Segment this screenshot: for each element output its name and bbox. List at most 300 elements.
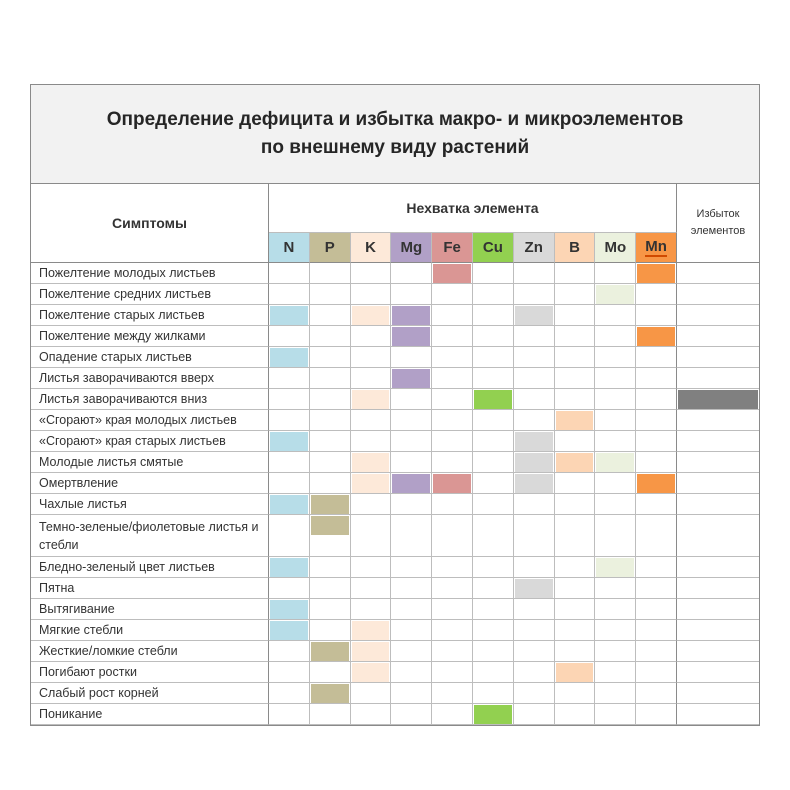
title-band xyxy=(31,85,759,184)
empty-cell xyxy=(555,431,596,452)
mark-fill xyxy=(515,453,553,472)
excess-cell xyxy=(677,326,759,347)
element-header-b xyxy=(555,233,596,263)
empty-cell xyxy=(310,389,351,410)
empty-cell xyxy=(473,683,514,704)
element-symbol: B xyxy=(569,239,580,256)
empty-cell xyxy=(555,620,596,641)
empty-cell xyxy=(514,347,555,368)
deficit-mark-mn xyxy=(636,263,677,284)
empty-cell xyxy=(473,452,514,473)
empty-cell xyxy=(555,284,596,305)
excess-cell xyxy=(677,368,759,389)
empty-cell xyxy=(432,704,473,725)
empty-cell xyxy=(269,326,310,347)
deficit-mark-n xyxy=(269,305,310,326)
symptom-label: Погибают ростки xyxy=(31,662,269,683)
deficit-mark-b xyxy=(555,452,596,473)
excess-cell xyxy=(677,620,759,641)
mark-fill xyxy=(270,495,308,514)
excess-cell xyxy=(677,704,759,725)
excess-cell xyxy=(677,641,759,662)
deficit-mark-n xyxy=(269,494,310,515)
deficit-mark-cu xyxy=(473,389,514,410)
empty-cell xyxy=(555,347,596,368)
empty-cell xyxy=(473,641,514,662)
empty-cell xyxy=(595,683,636,704)
empty-cell xyxy=(432,452,473,473)
empty-cell xyxy=(473,347,514,368)
mark-fill xyxy=(270,621,308,640)
empty-cell xyxy=(636,683,677,704)
empty-cell xyxy=(391,263,432,284)
mark-fill xyxy=(270,558,308,577)
empty-cell xyxy=(269,578,310,599)
empty-cell xyxy=(636,620,677,641)
mark-fill xyxy=(352,621,390,640)
deficit-mark-b xyxy=(555,662,596,683)
mark-fill xyxy=(474,390,512,409)
empty-cell xyxy=(555,389,596,410)
element-symbol: Fe xyxy=(443,239,461,256)
empty-cell xyxy=(432,347,473,368)
mark-fill xyxy=(392,474,430,493)
mark-fill xyxy=(433,264,471,283)
mark-fill xyxy=(270,432,308,451)
empty-cell xyxy=(595,641,636,662)
empty-cell xyxy=(432,305,473,326)
empty-cell xyxy=(595,599,636,620)
excess-cell xyxy=(677,410,759,431)
empty-cell xyxy=(310,620,351,641)
empty-cell xyxy=(473,557,514,578)
deficit-mark-fe xyxy=(432,473,473,494)
empty-cell xyxy=(391,620,432,641)
element-header-fe xyxy=(432,233,473,263)
table-title-line-1: Определение дефицита и избытка макро- и микроэлементов xyxy=(106,109,684,130)
empty-cell xyxy=(473,620,514,641)
empty-cell xyxy=(269,368,310,389)
element-header-n xyxy=(269,233,310,263)
symptom-label: Пожелтение молодых листьев xyxy=(31,263,269,284)
symptom-label: Пожелтение между жилками xyxy=(31,326,269,347)
empty-cell xyxy=(555,494,596,515)
empty-cell xyxy=(473,410,514,431)
empty-cell xyxy=(555,599,596,620)
empty-cell xyxy=(514,494,555,515)
empty-cell xyxy=(351,410,392,431)
table-title-line-2: по внешнему виду растений xyxy=(260,137,530,158)
deficit-mark-n xyxy=(269,557,310,578)
empty-cell xyxy=(473,515,514,557)
symptom-label: «Сгорают» края молодых листьев xyxy=(31,410,269,431)
symptom-label: Темно-зеленые/фиолетовые листья и стебли xyxy=(31,515,269,557)
deficit-mark-k xyxy=(351,389,392,410)
empty-cell xyxy=(514,599,555,620)
empty-cell xyxy=(310,557,351,578)
empty-cell xyxy=(595,515,636,557)
excess-cell xyxy=(677,515,759,557)
excess-cell xyxy=(677,305,759,326)
mark-fill xyxy=(556,663,594,682)
element-header-zn xyxy=(514,233,555,263)
empty-cell xyxy=(555,683,596,704)
mark-fill xyxy=(392,369,430,388)
empty-cell xyxy=(514,620,555,641)
empty-cell xyxy=(310,326,351,347)
empty-cell xyxy=(636,515,677,557)
empty-cell xyxy=(473,326,514,347)
empty-cell xyxy=(432,515,473,557)
empty-cell xyxy=(351,263,392,284)
mark-fill xyxy=(270,306,308,325)
empty-cell xyxy=(636,557,677,578)
deficit-mark-k xyxy=(351,641,392,662)
symptom-label: Чахлые листья xyxy=(31,494,269,515)
empty-cell xyxy=(269,410,310,431)
mark-fill xyxy=(352,474,390,493)
deficit-header: Нехватка элемента xyxy=(269,183,677,233)
element-symbol: Zn xyxy=(524,239,543,256)
deficit-mark-b xyxy=(555,410,596,431)
symptom-label: Слабый рост корней xyxy=(31,683,269,704)
empty-cell xyxy=(269,662,310,683)
empty-cell xyxy=(595,326,636,347)
empty-cell xyxy=(432,557,473,578)
excess-cell xyxy=(677,263,759,284)
symptom-label: Пожелтение средних листьев xyxy=(31,284,269,305)
excess-cell xyxy=(677,284,759,305)
empty-cell xyxy=(555,641,596,662)
excess-cell xyxy=(677,347,759,368)
empty-cell xyxy=(269,515,310,557)
excess-cell xyxy=(677,599,759,620)
element-header-mn xyxy=(636,233,677,263)
deficit-mark-k xyxy=(351,305,392,326)
excess-cell xyxy=(677,662,759,683)
empty-cell xyxy=(310,284,351,305)
empty-cell xyxy=(269,641,310,662)
empty-cell xyxy=(351,494,392,515)
empty-cell xyxy=(514,410,555,431)
empty-cell xyxy=(636,452,677,473)
deficit-mark-p xyxy=(310,515,351,557)
empty-cell xyxy=(391,452,432,473)
empty-cell xyxy=(555,326,596,347)
deficit-mark-mo xyxy=(595,452,636,473)
element-header-mg xyxy=(391,233,432,263)
symptom-label: Жесткие/ломкие стебли xyxy=(31,641,269,662)
mark-fill xyxy=(311,684,349,703)
mark-fill xyxy=(311,642,349,661)
empty-cell xyxy=(595,347,636,368)
deficit-mark-fe xyxy=(432,263,473,284)
empty-cell xyxy=(432,620,473,641)
empty-cell xyxy=(555,515,596,557)
empty-cell xyxy=(595,368,636,389)
excess-header-line-2: элементов xyxy=(690,224,746,237)
mark-fill xyxy=(352,390,390,409)
empty-cell xyxy=(636,389,677,410)
deficit-mark-p xyxy=(310,683,351,704)
symptom-label: Омертвление xyxy=(31,473,269,494)
empty-cell xyxy=(310,410,351,431)
deficit-mark-p xyxy=(310,641,351,662)
excess-cell xyxy=(677,494,759,515)
empty-cell xyxy=(636,305,677,326)
element-symbol: P xyxy=(324,239,335,256)
deficit-mark-mg xyxy=(391,473,432,494)
symptom-label: Поникание xyxy=(31,704,269,725)
empty-cell xyxy=(391,599,432,620)
empty-cell xyxy=(310,368,351,389)
mark-fill xyxy=(392,327,430,346)
empty-cell xyxy=(310,263,351,284)
empty-cell xyxy=(391,662,432,683)
empty-cell xyxy=(514,557,555,578)
empty-cell xyxy=(514,326,555,347)
element-symbol: N xyxy=(283,239,295,256)
mark-fill xyxy=(352,306,390,325)
mark-fill xyxy=(515,579,553,598)
empty-cell xyxy=(432,662,473,683)
symptom-label: Опадение старых листьев xyxy=(31,347,269,368)
empty-cell xyxy=(473,662,514,683)
mark-fill xyxy=(515,306,553,325)
mark-fill xyxy=(637,264,675,283)
symptom-label: Молодые листья смятые xyxy=(31,452,269,473)
empty-cell xyxy=(636,662,677,683)
empty-cell xyxy=(595,578,636,599)
mark-fill xyxy=(515,432,553,451)
empty-cell xyxy=(391,683,432,704)
empty-cell xyxy=(595,662,636,683)
symptom-label: Листья заворачиваются вверх xyxy=(31,368,269,389)
element-symbol: Mo xyxy=(604,239,627,256)
empty-cell xyxy=(636,704,677,725)
empty-cell xyxy=(432,389,473,410)
empty-cell xyxy=(595,704,636,725)
empty-cell xyxy=(636,368,677,389)
empty-cell xyxy=(473,284,514,305)
empty-cell xyxy=(391,515,432,557)
empty-cell xyxy=(310,662,351,683)
symptom-label: Листья заворачиваются вниз xyxy=(31,389,269,410)
element-symbol: Mg xyxy=(400,239,423,256)
empty-cell xyxy=(636,599,677,620)
empty-cell xyxy=(432,599,473,620)
deficit-mark-k xyxy=(351,473,392,494)
empty-cell xyxy=(310,452,351,473)
deficit-mark-mg xyxy=(391,326,432,347)
deficit-mark-mo xyxy=(595,284,636,305)
empty-cell xyxy=(432,578,473,599)
empty-cell xyxy=(473,263,514,284)
mark-fill xyxy=(433,474,471,493)
empty-cell xyxy=(514,263,555,284)
empty-cell xyxy=(269,389,310,410)
empty-cell xyxy=(473,578,514,599)
empty-cell xyxy=(595,410,636,431)
mark-fill xyxy=(392,306,430,325)
deficit-mark-zn xyxy=(514,578,555,599)
symptom-label: Вытягивание xyxy=(31,599,269,620)
mark-fill xyxy=(311,516,349,535)
empty-cell xyxy=(391,284,432,305)
empty-cell xyxy=(391,431,432,452)
empty-cell xyxy=(391,389,432,410)
empty-cell xyxy=(269,473,310,494)
empty-cell xyxy=(514,641,555,662)
empty-cell xyxy=(351,704,392,725)
empty-cell xyxy=(514,368,555,389)
deficit-mark-n xyxy=(269,620,310,641)
empty-cell xyxy=(269,284,310,305)
empty-cell xyxy=(473,599,514,620)
deficit-mark-n xyxy=(269,599,310,620)
empty-cell xyxy=(432,326,473,347)
empty-cell xyxy=(595,263,636,284)
deficit-mark-k xyxy=(351,620,392,641)
empty-cell xyxy=(351,557,392,578)
mark-fill xyxy=(515,474,553,493)
empty-cell xyxy=(595,305,636,326)
empty-cell xyxy=(636,347,677,368)
deficit-mark-zn xyxy=(514,305,555,326)
empty-cell xyxy=(310,473,351,494)
excess-mark xyxy=(677,389,759,410)
mark-fill xyxy=(637,474,675,493)
empty-cell xyxy=(555,578,596,599)
deficit-mark-n xyxy=(269,347,310,368)
empty-cell xyxy=(432,494,473,515)
empty-cell xyxy=(514,515,555,557)
empty-cell xyxy=(432,683,473,704)
empty-cell xyxy=(310,347,351,368)
deficit-mark-zn xyxy=(514,452,555,473)
excess-cell xyxy=(677,452,759,473)
mark-fill xyxy=(596,558,634,577)
empty-cell xyxy=(351,683,392,704)
empty-cell xyxy=(514,284,555,305)
empty-cell xyxy=(351,368,392,389)
empty-cell xyxy=(351,347,392,368)
empty-cell xyxy=(391,641,432,662)
empty-cell xyxy=(473,305,514,326)
mark-fill xyxy=(270,600,308,619)
empty-cell xyxy=(514,683,555,704)
element-header-p xyxy=(310,233,351,263)
mark-fill xyxy=(311,495,349,514)
empty-cell xyxy=(432,368,473,389)
empty-cell xyxy=(555,368,596,389)
empty-cell xyxy=(391,410,432,431)
empty-cell xyxy=(555,704,596,725)
empty-cell xyxy=(514,389,555,410)
symptom-label: Бледно-зеленый цвет листьев xyxy=(31,557,269,578)
empty-cell xyxy=(473,494,514,515)
empty-cell xyxy=(595,620,636,641)
empty-cell xyxy=(636,578,677,599)
empty-cell xyxy=(269,452,310,473)
deficit-mark-zn xyxy=(514,473,555,494)
element-symbol: Mn xyxy=(645,237,667,255)
mark-fill xyxy=(352,663,390,682)
element-header-mo xyxy=(595,233,636,263)
mark-fill xyxy=(270,348,308,367)
mark-fill xyxy=(556,411,594,430)
excess-header-line-1: Избыток xyxy=(696,207,740,220)
empty-cell xyxy=(595,494,636,515)
empty-cell xyxy=(432,641,473,662)
symptom-label: Пожелтение старых листьев xyxy=(31,305,269,326)
empty-cell xyxy=(351,599,392,620)
mark-fill xyxy=(352,642,390,661)
empty-cell xyxy=(391,494,432,515)
element-symbol: Cu xyxy=(482,239,503,256)
excess-cell xyxy=(677,473,759,494)
empty-cell xyxy=(555,305,596,326)
empty-cell xyxy=(351,284,392,305)
empty-cell xyxy=(636,410,677,431)
empty-cell xyxy=(310,599,351,620)
empty-cell xyxy=(555,557,596,578)
mark-fill xyxy=(352,453,390,472)
mark-fill xyxy=(556,453,594,472)
element-header-cu xyxy=(473,233,514,263)
empty-cell xyxy=(636,284,677,305)
empty-cell xyxy=(595,431,636,452)
deficit-mark-mn xyxy=(636,473,677,494)
empty-cell xyxy=(269,704,310,725)
element-symbol: K xyxy=(365,239,376,256)
deficit-mark-k xyxy=(351,662,392,683)
empty-cell xyxy=(595,473,636,494)
empty-cell xyxy=(310,431,351,452)
empty-cell xyxy=(391,578,432,599)
deficit-mark-mg xyxy=(391,368,432,389)
empty-cell xyxy=(310,704,351,725)
empty-cell xyxy=(310,578,351,599)
mark-fill xyxy=(596,285,634,304)
empty-cell xyxy=(391,347,432,368)
mark-fill xyxy=(596,453,634,472)
empty-cell xyxy=(595,389,636,410)
mark-fill xyxy=(637,327,675,346)
deficit-mark-mo xyxy=(595,557,636,578)
empty-cell xyxy=(351,515,392,557)
empty-cell xyxy=(310,305,351,326)
empty-cell xyxy=(514,704,555,725)
excess-cell xyxy=(677,557,759,578)
excess-cell xyxy=(677,683,759,704)
deficit-mark-p xyxy=(310,494,351,515)
empty-cell xyxy=(473,473,514,494)
empty-cell xyxy=(473,368,514,389)
excess-header xyxy=(677,183,759,263)
empty-cell xyxy=(269,263,310,284)
empty-cell xyxy=(555,263,596,284)
empty-cell xyxy=(391,704,432,725)
deficit-mark-mn xyxy=(636,326,677,347)
mark-fill xyxy=(474,705,512,724)
deficiency-table xyxy=(30,84,760,726)
empty-cell xyxy=(636,431,677,452)
excess-cell xyxy=(677,431,759,452)
empty-cell xyxy=(514,662,555,683)
excess-cell xyxy=(677,578,759,599)
deficit-mark-mg xyxy=(391,305,432,326)
